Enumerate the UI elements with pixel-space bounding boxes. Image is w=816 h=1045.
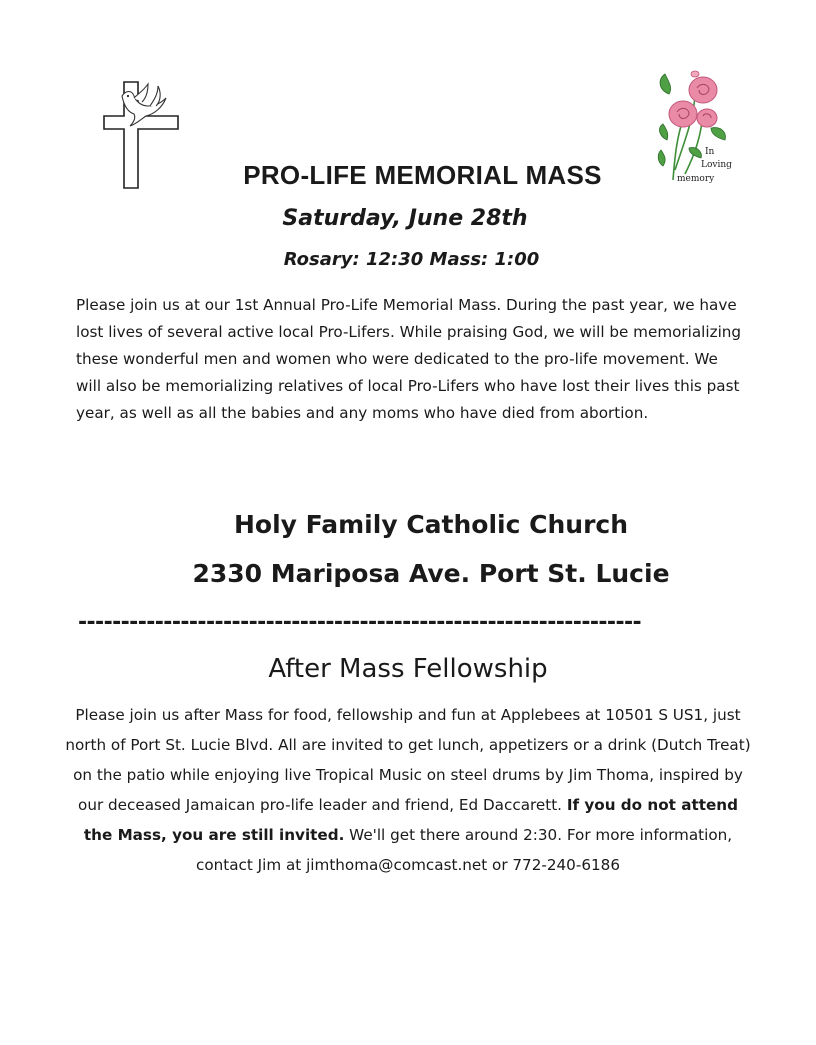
fellowship-invite-emphasis: If you do not attend the Mass, you are still invited. [83, 796, 738, 844]
church-address: 2330 Mariposa Ave. Port St. Lucie [192, 559, 670, 588]
event-times: Rosary: 12:30 Mass: 1:00 [283, 249, 540, 270]
event-date: Saturday, June 28th [282, 206, 528, 231]
dashed-divider: ------------------------------------------------------------------ [78, 610, 642, 635]
church-name: Holy Family Catholic Church [233, 510, 629, 539]
roses-caption-line-1: In [705, 147, 715, 157]
fellowship-text-part-1: Please join us after Mass for food, fellowship and fun at Applebees at 10501 S US1, just north of Port St. Lucie Blvd. All are invited to get lunch, appetizers or a drink (Dutch Treat) on the patio while enjoying live Tropical Music on steel drums by Jim Thoma, inspired by our deceased Jamaican pro-life leader and friend, Ed Daccarett. [65, 706, 751, 814]
fellowship-heading: After Mass Fellowship [268, 654, 548, 684]
fellowship-text-part-2: We'll get there around 2:30. For more information, contact Jim at jimthoma@comcast.net or 772-240-6186 [196, 826, 733, 874]
roses-caption-line-2: Loving [701, 160, 732, 170]
fellowship-paragraph [62, 700, 754, 880]
page-title: PRO-LIFE MEMORIAL MASS [243, 160, 602, 190]
roses-caption-line-3: memory [677, 174, 715, 184]
intro-paragraph: Please join us at our 1st Annual Pro-Life Memorial Mass. During the past year, we have lost lives of several active local Pro-Lifers. While praising God, we will be memorializing these wonderful men and women who were dedicated to the pro-life movement. We will also be memorializing relatives of local Pro-Lifers who have lost their lives this past year, as well as all the babies and any moms who have died from abortion. [76, 296, 742, 422]
